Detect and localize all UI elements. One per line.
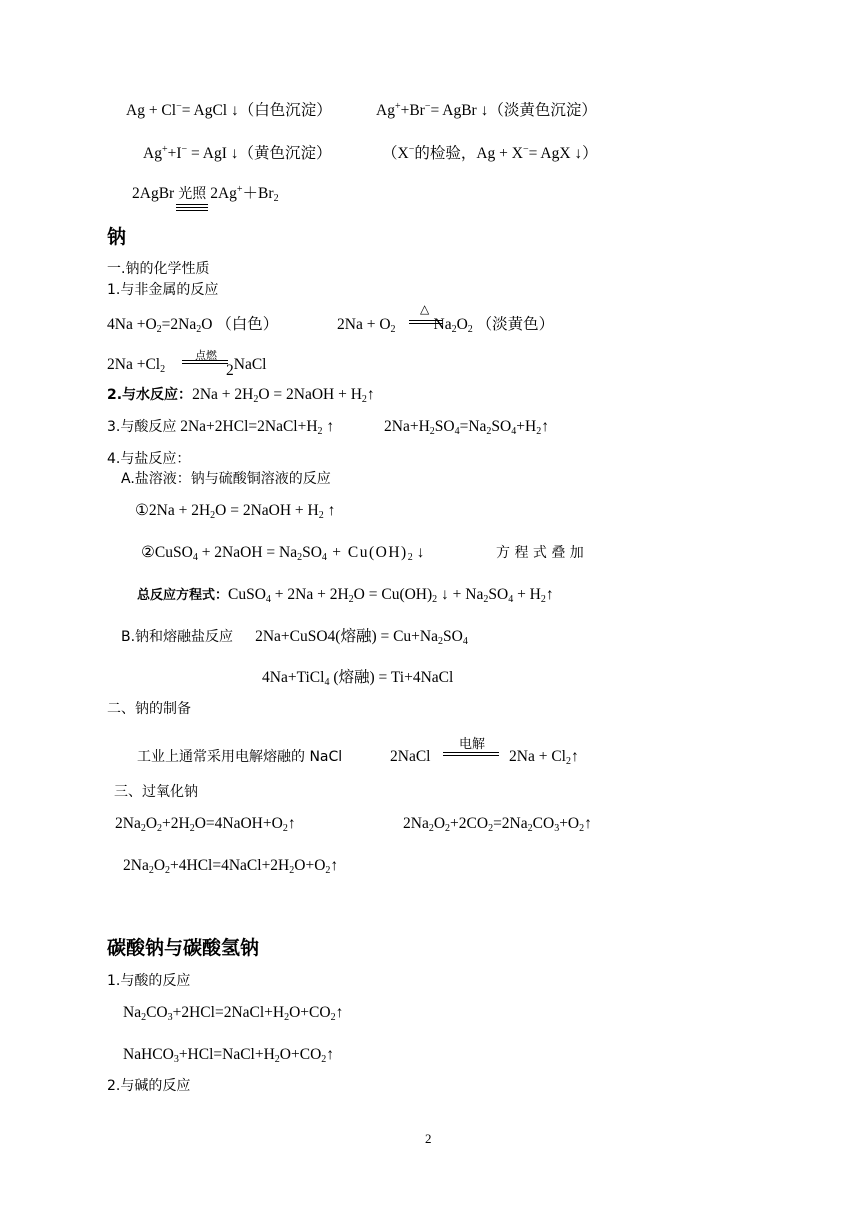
na-acid-equation: 3.与酸反应 $2Na+2HCl=2NaCl+H_2$ ↑ bbox=[107, 418, 335, 437]
subsection-salt: 4.与盐反应： bbox=[107, 451, 191, 467]
na-h2so4-equation: $2Na+H_2SO_4=Na_2SO_4+H_2↑$ bbox=[384, 418, 549, 437]
sodium-heading: 钠 bbox=[107, 226, 127, 248]
na-water-equation: 2.与水反应：$2Na + 2H_2O$ = 2NaOH + $H_2↑$ bbox=[107, 386, 375, 405]
agi-equation: Ag++I− = AgI ↓（黄色沉淀） bbox=[143, 144, 332, 162]
subsection-nonmetal: 1.与非金属的反应 bbox=[107, 282, 219, 298]
page-number: 2 bbox=[425, 1131, 432, 1146]
nahco3-hcl-equation: $NaHCO_3+HCl=NaCl+H_2O+CO_2↑$ bbox=[123, 1046, 335, 1065]
electrolysis-reactant: 2NaCl bbox=[390, 748, 431, 765]
na2co3-hcl-equation: $Na_2CO_3+2HCl=2NaCl+H_2O+CO_2↑$ bbox=[123, 1004, 344, 1023]
section-peroxide: 三、过氧化钠 bbox=[114, 784, 198, 800]
ignite-condition: 点燃 bbox=[195, 349, 217, 362]
na-cl2-equation: $2Na +Cl_2$ bbox=[107, 356, 166, 375]
carbonate-heading: 碳酸钠与碳酸氢钠 bbox=[107, 937, 260, 959]
double-arrow-line bbox=[409, 320, 443, 324]
peroxide-co2-equation: $2Na_2O_2+2CO_2=2Na_2CO_3+O_2↑$ bbox=[403, 815, 592, 834]
preparation-text: 工业上通常采用电解熔融的 NaCl bbox=[137, 749, 343, 765]
agbr-photolysis-equation: 2AgBr 光照 $2Ag^++Br_2$ bbox=[132, 185, 279, 203]
molten-salt-equation: B.钠和熔融盐反应 2Na+CuSO4(熔融) = $Cu+Na_2SO_4$ bbox=[121, 628, 468, 647]
agbr-equation: Ag++Br−= AgBr ↓（淡黄色沉淀） bbox=[376, 101, 597, 119]
step1-equation: ①2Na + $2H_2O$ = 2NaOH + $H_2$ ↑ bbox=[135, 502, 336, 521]
total-reaction-equation: 总反应方程式：CuSO$_4$ + $2Na + 2H_2O = Cu(OH)_2$ ↓ + $Na_2SO_4$ + $H_2↑$ bbox=[137, 586, 554, 605]
section-chemical-properties: 一.钠的化学性质 bbox=[107, 261, 210, 277]
peroxide-hcl-equation: $2Na_2O_2+4HCl=4NaCl+2H_2O+O_2↑$ bbox=[123, 857, 339, 876]
light-condition: 光照 bbox=[174, 185, 210, 203]
halide-test-equation: （X−的检验，Ag + X−= AgX ↓） bbox=[382, 144, 598, 162]
na-o2-equation: $4Na +O_2=2Na_2O$ （白色） bbox=[107, 316, 279, 335]
ticl4-equation: 4Na+TiCl$_4$ (熔融) = Ti+4NaCl bbox=[262, 669, 454, 688]
subsection-base: 2.与碱的反应 bbox=[107, 1078, 191, 1094]
step2-equation: ②CuSO$_4$ + 2NaOH = $Na_2SO_4 + Cu(OH)_2$ ↓ bbox=[141, 544, 425, 563]
nacl-product: 2NaCl bbox=[226, 356, 267, 379]
salt-solution-heading: A.盐溶液：钠与硫酸铜溶液的反应 bbox=[121, 471, 331, 487]
subsection-acid: 1.与酸的反应 bbox=[107, 973, 191, 989]
heat-triangle-icon: △ bbox=[420, 302, 430, 316]
na2o2-formation-equation: $2Na + O_2$ $Na_2O_2$ （淡黄色） bbox=[337, 316, 555, 335]
electrolysis-product: $2Na + Cl_2↑$ bbox=[509, 748, 579, 767]
superposition-note: 方 程 式 叠 加 bbox=[496, 545, 584, 561]
agcl-equation: Ag + Cl−= AgCl ↓（白色沉淀） bbox=[126, 101, 332, 119]
double-arrow-line bbox=[443, 752, 499, 756]
peroxide-water-equation: $2Na_2O_2+2H_2O=4NaOH+O_2↑$ bbox=[115, 815, 296, 834]
electrolysis-condition: 电解 bbox=[458, 737, 485, 752]
double-arrow-line bbox=[182, 360, 228, 364]
section-preparation: 二、钠的制备 bbox=[107, 701, 191, 717]
